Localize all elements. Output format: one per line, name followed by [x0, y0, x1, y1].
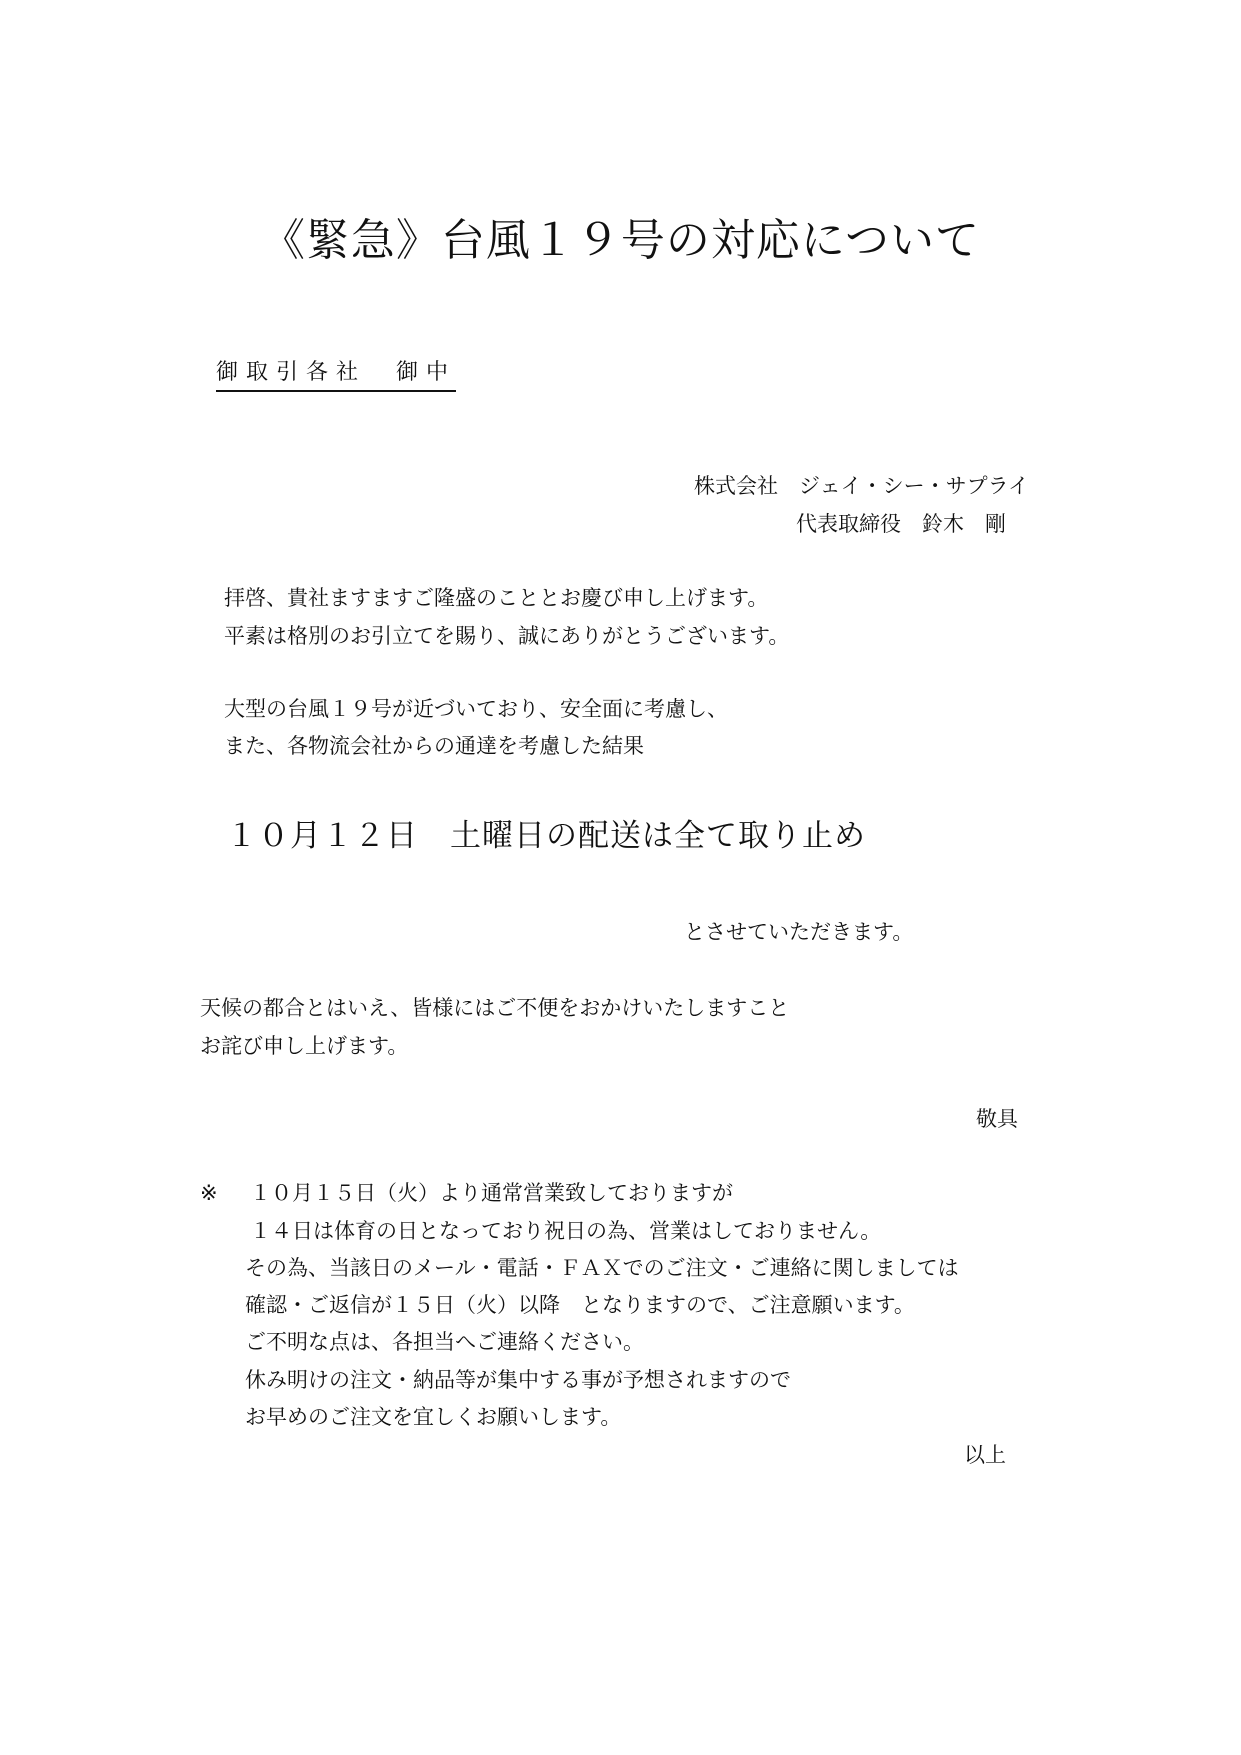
apology-line: お詫び申し上げます。	[200, 1034, 409, 1058]
sender-company: 株式会社 ジェイ・シー・サプライ	[694, 474, 1029, 498]
document-title: 《緊急》台風１９号の対応について	[260, 215, 981, 266]
note-line: お早めのご注文を宜しくお願いします。	[245, 1405, 622, 1429]
note-line: 確認・ご返信が１５日（火）以降 となりますので、ご注意願います。	[245, 1293, 915, 1317]
cancellation-headline: １０月１２日 土曜日の配送は全て取り止め	[226, 818, 866, 854]
note-line: 休み明けの注文・納品等が集中する事が予想されますので	[245, 1368, 791, 1392]
ijou: 以上	[964, 1443, 1006, 1467]
apology-line: 天候の都合とはいえ、皆様にはご不便をおかけいたしますこと	[200, 996, 790, 1020]
sender-representative: 代表取締役 鈴木 剛	[796, 512, 1006, 536]
greeting-line: 拝啓、貴社ますますご隆盛のこととお慶び申し上げます。	[224, 586, 769, 610]
note-line: １４日は体育の日となっており祝日の為、営業はしておりません。	[250, 1219, 882, 1243]
reason-line: また、各物流会社からの通達を考慮した結果	[224, 734, 644, 758]
greeting-line: 平素は格別のお引立てを賜り、誠にありがとうございます。	[224, 624, 790, 648]
note-line: その為、当該日のメール・電話・ＦＡＸでのご注文・ご連絡に関しましては	[245, 1256, 959, 1280]
keigu: 敬具	[976, 1107, 1018, 1131]
note-line: １０月１５日（火）より通常営業致しておりますが	[250, 1181, 733, 1205]
note-mark: ※	[200, 1181, 218, 1205]
addressee: 御取引各社 御中	[216, 360, 456, 392]
after-headline-text: とさせていただきます。	[684, 920, 914, 944]
reason-line: 大型の台風１９号が近づいており、安全面に考慮し、	[224, 697, 728, 721]
note-line: ご不明な点は、各担当へご連絡ください。	[245, 1330, 644, 1354]
